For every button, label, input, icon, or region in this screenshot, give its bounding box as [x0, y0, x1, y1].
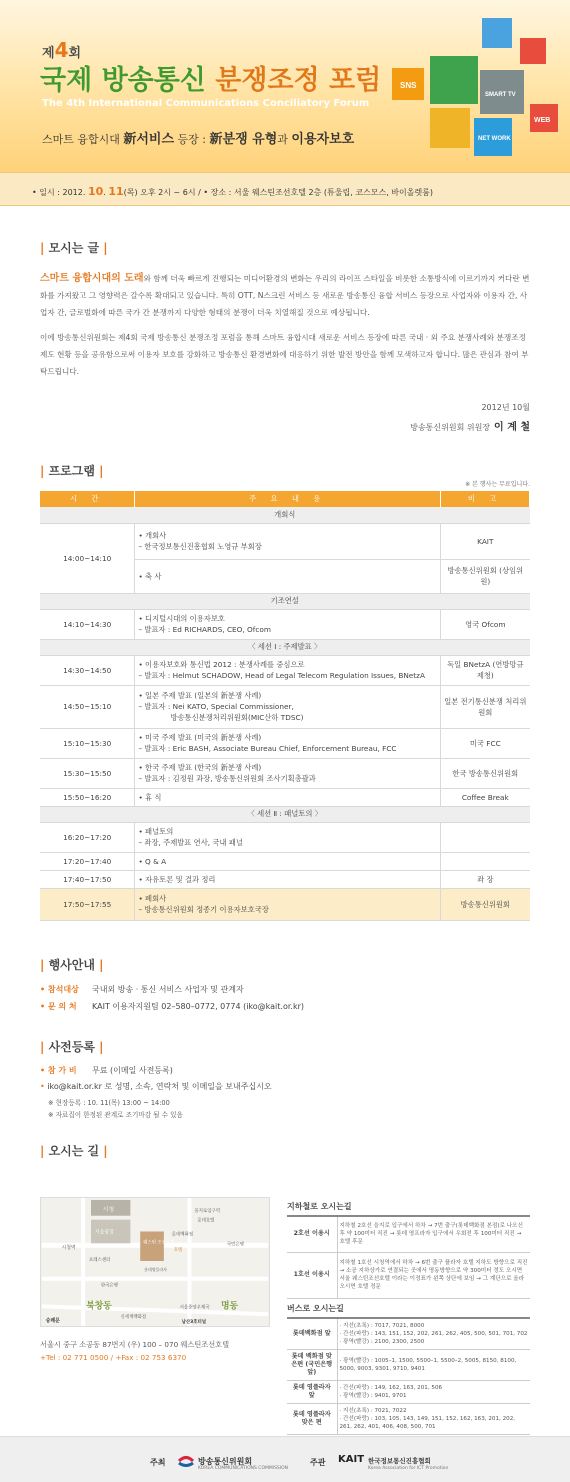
map-label-sungnyemun: 숭례문 — [45, 1318, 60, 1325]
host-label: 주최 — [150, 1458, 166, 1467]
table-row: 14:50~15:10 • 일본 주제 발표 (일본의 新분쟁 사례) – 발표자 : Nei KATO, Special Commissioner, 방송통신분쟁처리위원회(MIC산하 TDSC) 일본 전기통신분쟁 처리위원회 — [40, 685, 530, 728]
map-label-myeongdong: 명동 — [220, 1301, 239, 1312]
map-label-euljiro: 을지로입구역 — [194, 1208, 221, 1214]
map-label-westin: 웨스틴 조선호텔 — [143, 1240, 175, 1246]
signature: 방송통신위원회 위원장 이 계 철 — [410, 422, 530, 433]
footer — [0, 1436, 570, 1482]
cube-red — [520, 38, 546, 64]
map-label-plaza: 서울광장 — [94, 1229, 114, 1236]
band-keynote: 기조연설 — [40, 593, 530, 609]
table-row: 15:50~16:20 • 휴 식 Coffee Break — [40, 788, 530, 806]
list-item: 롯데 백화점 맞은편 (국민은행 앞) · 광역(빨강) : 1005–1, 1500, 5500–1, 5500–2, 5005, 8150, 8100, 5000, 9003, 9301, 9710, 9401 — [287, 1350, 530, 1381]
col-content-header: 주 요 내 용 — [135, 491, 441, 507]
map-label-central-post: 서울중앙우체국 — [179, 1305, 210, 1311]
forum-subtitle-en: The 4th International Communications Conciliatory Forum — [42, 98, 370, 109]
signature-date: 2012년 10월 — [481, 403, 530, 412]
map-label-hotel: 호텔 — [173, 1248, 183, 1254]
bus-directions-table — [287, 1317, 530, 1435]
materials-note: ※ 자료집이 한정된 관계로 조기마감 될 수 있음 — [48, 1111, 183, 1119]
table-row: • 축 사 방송통신위원회 (상임위원) — [40, 559, 530, 593]
fee-info: • 참 가 비 무료 (이메일 사전등록) — [40, 1066, 173, 1075]
westin-block — [140, 1231, 164, 1261]
directions-heading: | 오시는 길 | — [40, 1144, 108, 1158]
host-org-name-en: KOREA COMMUNICATIONS COMMISSION — [198, 1466, 289, 1471]
cube-label-network: NET WORK — [478, 136, 511, 142]
map-label-bukchang: 북창동 — [86, 1301, 112, 1312]
map-label-lotte-hotel: 롯데호텔 — [197, 1218, 215, 1224]
media-cubes-illustration — [370, 8, 570, 168]
band-opening: 개회식 — [40, 507, 530, 523]
band-session-1: 〈 세션 Ⅰ : 주제발표 〉 — [40, 639, 530, 655]
location-map — [40, 1197, 270, 1327]
venue-address: 서울시 중구 소공동 87번지 (우) 100 – 070 웨스틴조선호텔 — [40, 1340, 230, 1349]
table-row: 17:20~17:40 • Q & A — [40, 852, 530, 870]
cube-label-smart-tv: SMART TV — [485, 92, 516, 98]
map-label-city-hall: 시청 — [102, 1206, 115, 1213]
table-row: 17:50~17:55 • 폐회사 – 방송통신위원회 정종기 이용자보호국장 방송통신위원회 — [40, 888, 530, 920]
onsite-registration-note: ※ 현장등록 : 10. 11(목) 13:00 ~ 14:00 — [48, 1099, 170, 1107]
table-row: 14:10~14:30 • 디지털시대의 이용자보호 – 발표자 : Ed RICHARDS, CEO, Ofcom 영국 Ofcom — [40, 609, 530, 639]
registration-email-line: • iko@kait.or.kr 로 성명, 소속, 연락처 및 이메일을 보내주십시오 — [40, 1082, 272, 1091]
map-label-namsan: 남산3호터널 — [181, 1320, 207, 1326]
venue-phone-fax: +Tel : 02 771 0500 / +Fax : 02 753 6370 — [40, 1353, 187, 1362]
subway-directions-heading: 지하철로 오시는길 — [287, 1202, 352, 1211]
list-item: 롯데 영플라자 맞은 편 · 지선(초록) : 7021, 7022 · 간선(파랑) : 103, 105, 143, 149, 151, 152, 162, 163, 201, 202, 261, 262, 401, 406, 408, 500, 701 — [287, 1404, 530, 1435]
map-label-lotte-young: 롯데영플라자 — [144, 1266, 167, 1272]
map-label-shinsegae: 신세계백화점 — [120, 1315, 147, 1321]
contact-info: • 문 의 처 KAIT 이용자지원팀 02–580–0772, 0774 (iko@kait.or.kr) — [40, 1002, 304, 1011]
target-audience: • 참석대상 국내외 방송 · 통신 서비스 사업자 및 관계자 — [40, 985, 244, 994]
free-admission-note: ※ 본 행사는 무료입니다. — [465, 481, 530, 488]
subway-directions-table — [287, 1215, 530, 1299]
list-item: 2호선 이용시 지하철 2호선 을지로 입구에서 하차 → 7번 출구(롯데백화점 본점)로 나오신 후 약 100미터 직진 → 롯데 영프라자 입구에서 우회전 후 100미터 직진 → 호텔 후문 — [287, 1216, 530, 1252]
registration-heading: | 사전등록 | — [40, 1040, 104, 1054]
table-row: 17:40~17:50 • 자유토론 및 결과 정리 좌 장 — [40, 870, 530, 888]
bus-directions-heading: 버스로 오시는길 — [287, 1304, 344, 1313]
program-table — [40, 491, 530, 921]
col-time-header: 시 간 — [40, 491, 135, 507]
map-label-press: 프레스센터 — [89, 1258, 111, 1264]
forum-title: 국제 방송통신 분쟁조정 포럼 — [40, 65, 382, 96]
host-org-name: 방송통신위원회 — [198, 1457, 253, 1466]
list-item: 롯데백화점 앞 · 지선(초록) : 7017, 7021, 8000 · 간선(파랑) : 143, 151, 152, 202, 261, 262, 405, 500, 501, 701, 702 · 광역(빨강) : 2100, 2300, 2500 — [287, 1318, 530, 1350]
organizer-label: 주관 — [310, 1458, 326, 1467]
table-row: 16:20~17:20 • 패널토의 – 좌장, 주제발표 연사, 국내 패널 — [40, 822, 530, 852]
map-label-national-bank: 국민은행 — [226, 1242, 244, 1248]
event-info-heading: | 행사안내 | — [40, 958, 104, 972]
cube-label-sns: SNS — [400, 81, 417, 90]
map-label-lotte-store: 롯데백화점 — [171, 1232, 194, 1238]
table-row: 14:30~14:50 • 이용자보호와 통신법 2012 : 분쟁사례를 중심으로 – 발표자 : Helmut SCHADOW, Head of Legal Telecom Regulation Issues, BNetzA 독일 BNetzA (연방망규제청) — [40, 655, 530, 685]
program-heading: | 프로그램 | — [40, 464, 104, 478]
cube-label-web: WEB — [534, 117, 551, 124]
date-venue-bar: • 일시 : 2012. 10. 11(목) 오후 2시 ~ 6시 / • 장소 : 서울 웨스틴조선호텔 2층 (튜울립, 코스모스, 바이올렛룸) — [0, 172, 570, 206]
table-row: 15:10~15:30 • 미국 주제 발표 (미국의 新분쟁 사례) – 발표자 : Eric BASH, Associate Bureau Chief, Enforcement Bureau, FCC 미국 FCC — [40, 728, 530, 758]
edition-label: 제4회 — [42, 38, 82, 62]
organizer-org-name-en: Korea Association for ICT Promotion — [368, 1466, 449, 1471]
col-note-header: 비 고 — [441, 491, 530, 507]
cube-green — [430, 56, 478, 104]
cube-yellow — [430, 108, 470, 148]
header-banner — [0, 0, 570, 172]
map-label-sicheong: 시청역 — [61, 1245, 76, 1252]
band-session-2: 〈 세션 Ⅱ : 패널토의 〉 — [40, 806, 530, 822]
organizer-org-name: 한국정보통신진흥협회 — [368, 1457, 431, 1465]
kait-logo: KAIT — [338, 1454, 365, 1465]
list-item: 1호선 이용시 지하철 1호선 시청역에서 하차 → 6번 출구 플라자 호텔 지하도 방향으로 직진 → 소공 지하상가로 연결되는 곳에서 명동방향으로 약 300미터 정도 오시면 서울 웨스틴조선호텔 이라는 이정표가 왼쪽 상단에 보임 → 그 계단으로 올라오시면 호텔 정문 — [287, 1252, 530, 1298]
forum-tagline: 스마트 융합시대 新서비스 등장 : 新분쟁 유형과 이용자보호 — [42, 132, 355, 147]
kcc-logo-icon — [178, 1454, 194, 1468]
greeting-body: 스마트 융합시대의 도래와 함께 더욱 빠르게 진행되는 미디어환경의 변화는 우리의 라이프 스타일을 비롯한 소통방식에 이르기까지 커다란 변화를 가져왔고 그 영향력은 갈수록 확대되고 있습니다. 특히 OTT, N스크린 서비스 등 새로운 방송통신 융합 서비스 등장으로 사업자와 이용자 간, 사업자 간, 글로벌화에 따른 국가 간 분쟁까지 다양한 형태의 분쟁이 더욱 치열해질 것으로 예상됩니다. 이에 방송통신위원회는 제4회 국제 방송통신 분쟁조정 포럼을 통해 스마트 융합시대 새로운 서비스 등장에 따른 국내 · 외 주요 분쟁사례와 분쟁조정제도 현황 등을 공유함으로써 이용자 보호를 강화하고 방송통신 환경변화에 대응하기 위한 발전 방안을 함께 모색하고자 합니다. 많은 관심과 참여 부탁드립니다. — [40, 273, 530, 376]
table-row: 14:00~14:10 • 개회사 – 한국정보통신진흥협회 노영규 부회장 KAIT — [40, 523, 530, 559]
map-label-bank-of-korea: 한국은행 — [100, 1283, 118, 1289]
table-row: 15:30~15:50 • 한국 주제 발표 (한국의 新분쟁 사례) – 발표자 : 김정원 과장, 방송통신위원회 조사기획총괄과 한국 방송통신위원회 — [40, 758, 530, 788]
greeting-heading: | 모시는 글 | — [40, 241, 108, 255]
cube-blue — [482, 18, 512, 48]
list-item: 롯데 영플라자 앞 · 간선(파랑) : 149, 162, 163, 201, 506 · 광역(빨강) : 9401, 9701 — [287, 1381, 530, 1404]
